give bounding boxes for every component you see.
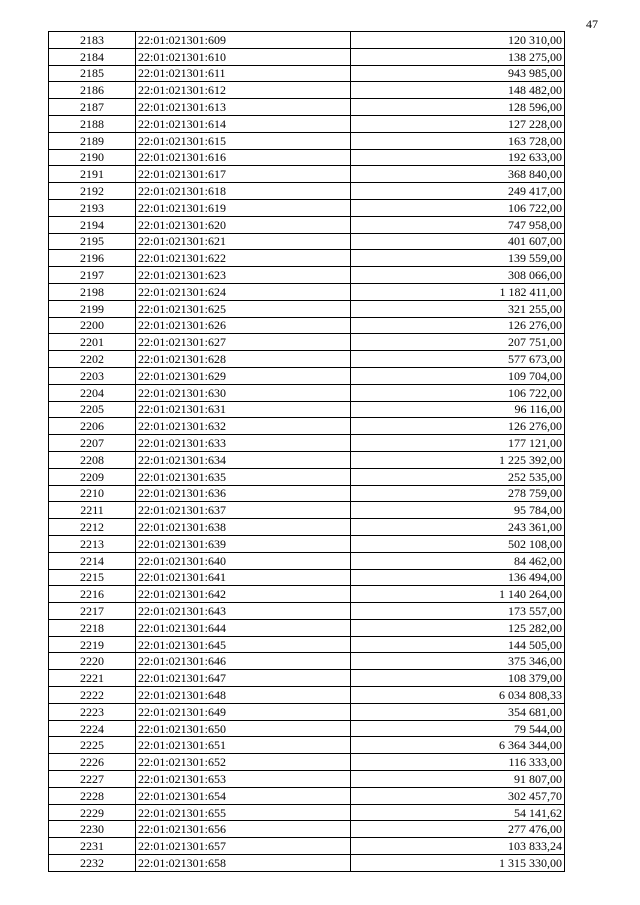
table-row	[49, 300, 565, 317]
cadastral-value-cell: 302 457,70	[351, 787, 565, 804]
cadastral-number-cell: 22:01:021301:647	[136, 670, 351, 687]
cadastral-value-cell: 139 559,00	[351, 250, 565, 267]
cadastral-number-cell: 22:01:021301:616	[136, 149, 351, 166]
row-number-cell: 2226	[49, 754, 136, 771]
cadastral-value-cell: 109 704,00	[351, 367, 565, 384]
cadastral-value-cell: 1 225 392,00	[351, 451, 565, 468]
table-row	[49, 787, 565, 804]
cadastral-value-cell: 91 807,00	[351, 771, 565, 788]
table-row	[49, 384, 565, 401]
table-row	[49, 552, 565, 569]
table-row	[49, 115, 565, 132]
table-row	[49, 65, 565, 82]
cadastral-number-cell: 22:01:021301:617	[136, 166, 351, 183]
cadastral-value-table	[48, 31, 565, 872]
cadastral-number-cell: 22:01:021301:635	[136, 468, 351, 485]
cadastral-value-cell: 144 505,00	[351, 636, 565, 653]
cadastral-number-cell: 22:01:021301:639	[136, 535, 351, 552]
row-number-cell: 2189	[49, 132, 136, 149]
row-number-cell: 2217	[49, 603, 136, 620]
cadastral-number-cell: 22:01:021301:622	[136, 250, 351, 267]
table-row	[49, 351, 565, 368]
row-number-cell: 2183	[49, 32, 136, 49]
table-row	[49, 653, 565, 670]
table-row	[49, 183, 565, 200]
cadastral-number-cell: 22:01:021301:649	[136, 703, 351, 720]
cadastral-value-cell: 577 673,00	[351, 351, 565, 368]
cadastral-number-cell: 22:01:021301:637	[136, 502, 351, 519]
cadastral-value-cell: 249 417,00	[351, 183, 565, 200]
table-row	[49, 317, 565, 334]
cadastral-value-cell: 126 276,00	[351, 317, 565, 334]
cadastral-value-cell: 125 282,00	[351, 619, 565, 636]
row-number-cell: 2224	[49, 720, 136, 737]
cadastral-number-cell: 22:01:021301:624	[136, 283, 351, 300]
cadastral-number-cell: 22:01:021301:648	[136, 687, 351, 704]
cadastral-number-cell: 22:01:021301:612	[136, 82, 351, 99]
table-row	[49, 485, 565, 502]
cadastral-value-cell: 127 228,00	[351, 115, 565, 132]
cadastral-value-cell: 278 759,00	[351, 485, 565, 502]
cadastral-value-cell: 6 364 344,00	[351, 737, 565, 754]
cadastral-value-cell: 148 482,00	[351, 82, 565, 99]
cadastral-number-cell: 22:01:021301:609	[136, 32, 351, 49]
table-row	[49, 754, 565, 771]
cadastral-number-cell: 22:01:021301:650	[136, 720, 351, 737]
cadastral-value-cell: 84 462,00	[351, 552, 565, 569]
cadastral-number-cell: 22:01:021301:633	[136, 435, 351, 452]
row-number-cell: 2188	[49, 115, 136, 132]
table-row	[49, 821, 565, 838]
cadastral-value-cell: 126 276,00	[351, 418, 565, 435]
cadastral-number-cell: 22:01:021301:626	[136, 317, 351, 334]
cadastral-value-cell: 1 182 411,00	[351, 283, 565, 300]
cadastral-value-cell: 192 633,00	[351, 149, 565, 166]
table-row	[49, 720, 565, 737]
cadastral-number-cell: 22:01:021301:636	[136, 485, 351, 502]
cadastral-value-cell: 128 596,00	[351, 99, 565, 116]
table-row	[49, 99, 565, 116]
table-body	[49, 32, 565, 872]
cadastral-value-cell: 136 494,00	[351, 569, 565, 586]
cadastral-number-cell: 22:01:021301:614	[136, 115, 351, 132]
row-number-cell: 2191	[49, 166, 136, 183]
page-number: 47	[586, 17, 598, 31]
cadastral-value-cell: 54 141,62	[351, 804, 565, 821]
table-row	[49, 435, 565, 452]
row-number-cell: 2230	[49, 821, 136, 838]
row-number-cell: 2185	[49, 65, 136, 82]
row-number-cell: 2200	[49, 317, 136, 334]
cadastral-value-cell: 120 310,00	[351, 32, 565, 49]
row-number-cell: 2192	[49, 183, 136, 200]
cadastral-number-cell: 22:01:021301:658	[136, 855, 351, 872]
cadastral-number-cell: 22:01:021301:632	[136, 418, 351, 435]
cadastral-number-cell: 22:01:021301:645	[136, 636, 351, 653]
table-row	[49, 149, 565, 166]
cadastral-value-cell: 375 346,00	[351, 653, 565, 670]
cadastral-number-cell: 22:01:021301:638	[136, 519, 351, 536]
table-row	[49, 48, 565, 65]
row-number-cell: 2231	[49, 838, 136, 855]
cadastral-number-cell: 22:01:021301:618	[136, 183, 351, 200]
row-number-cell: 2208	[49, 451, 136, 468]
cadastral-value-cell: 354 681,00	[351, 703, 565, 720]
cadastral-number-cell: 22:01:021301:629	[136, 367, 351, 384]
table-row	[49, 603, 565, 620]
row-number-cell: 2222	[49, 687, 136, 704]
cadastral-number-cell: 22:01:021301:640	[136, 552, 351, 569]
row-number-cell: 2193	[49, 199, 136, 216]
row-number-cell: 2227	[49, 771, 136, 788]
table-row	[49, 636, 565, 653]
table-row	[49, 502, 565, 519]
cadastral-number-cell: 22:01:021301:652	[136, 754, 351, 771]
cadastral-number-cell: 22:01:021301:656	[136, 821, 351, 838]
cadastral-number-cell: 22:01:021301:644	[136, 619, 351, 636]
row-number-cell: 2225	[49, 737, 136, 754]
table-row	[49, 401, 565, 418]
cadastral-number-cell: 22:01:021301:657	[136, 838, 351, 855]
cadastral-value-cell: 502 108,00	[351, 535, 565, 552]
row-number-cell: 2202	[49, 351, 136, 368]
cadastral-number-cell: 22:01:021301:651	[136, 737, 351, 754]
cadastral-value-cell: 103 833,24	[351, 838, 565, 855]
cadastral-number-cell: 22:01:021301:610	[136, 48, 351, 65]
cadastral-number-cell: 22:01:021301:643	[136, 603, 351, 620]
row-number-cell: 2184	[49, 48, 136, 65]
cadastral-number-cell: 22:01:021301:619	[136, 199, 351, 216]
cadastral-value-cell: 1 140 264,00	[351, 586, 565, 603]
cadastral-value-cell: 321 255,00	[351, 300, 565, 317]
row-number-cell: 2213	[49, 535, 136, 552]
cadastral-number-cell: 22:01:021301:620	[136, 216, 351, 233]
table-row	[49, 687, 565, 704]
table-row	[49, 670, 565, 687]
row-number-cell: 2223	[49, 703, 136, 720]
table-row	[49, 569, 565, 586]
cadastral-value-cell: 243 361,00	[351, 519, 565, 536]
row-number-cell: 2198	[49, 283, 136, 300]
row-number-cell: 2195	[49, 233, 136, 250]
row-number-cell: 2229	[49, 804, 136, 821]
cadastral-number-cell: 22:01:021301:628	[136, 351, 351, 368]
row-number-cell: 2203	[49, 367, 136, 384]
table-row	[49, 32, 565, 49]
row-number-cell: 2194	[49, 216, 136, 233]
table-row	[49, 703, 565, 720]
table-row	[49, 233, 565, 250]
row-number-cell: 2201	[49, 334, 136, 351]
cadastral-number-cell: 22:01:021301:634	[136, 451, 351, 468]
cadastral-value-cell: 138 275,00	[351, 48, 565, 65]
cadastral-value-cell: 277 476,00	[351, 821, 565, 838]
cadastral-number-cell: 22:01:021301:627	[136, 334, 351, 351]
row-number-cell: 2190	[49, 149, 136, 166]
row-number-cell: 2220	[49, 653, 136, 670]
cadastral-number-cell: 22:01:021301:611	[136, 65, 351, 82]
row-number-cell: 2205	[49, 401, 136, 418]
row-number-cell: 2204	[49, 384, 136, 401]
cadastral-value-cell: 747 958,00	[351, 216, 565, 233]
cadastral-value-cell: 368 840,00	[351, 166, 565, 183]
cadastral-value-cell: 163 728,00	[351, 132, 565, 149]
row-number-cell: 2186	[49, 82, 136, 99]
row-number-cell: 2206	[49, 418, 136, 435]
table-row	[49, 334, 565, 351]
table-row	[49, 771, 565, 788]
table-row	[49, 82, 565, 99]
row-number-cell: 2187	[49, 99, 136, 116]
cadastral-value-cell: 6 034 808,33	[351, 687, 565, 704]
row-number-cell: 2209	[49, 468, 136, 485]
cadastral-value-cell: 252 535,00	[351, 468, 565, 485]
cadastral-number-cell: 22:01:021301:655	[136, 804, 351, 821]
table-row	[49, 283, 565, 300]
row-number-cell: 2196	[49, 250, 136, 267]
row-number-cell: 2232	[49, 855, 136, 872]
table-row	[49, 519, 565, 536]
row-number-cell: 2216	[49, 586, 136, 603]
cadastral-value-cell: 173 557,00	[351, 603, 565, 620]
row-number-cell: 2215	[49, 569, 136, 586]
cadastral-number-cell: 22:01:021301:625	[136, 300, 351, 317]
table-row	[49, 267, 565, 284]
table-row	[49, 468, 565, 485]
row-number-cell: 2212	[49, 519, 136, 536]
cadastral-value-cell: 943 985,00	[351, 65, 565, 82]
cadastral-value-cell: 95 784,00	[351, 502, 565, 519]
cadastral-number-cell: 22:01:021301:623	[136, 267, 351, 284]
cadastral-number-cell: 22:01:021301:613	[136, 99, 351, 116]
table-row	[49, 619, 565, 636]
table-row	[49, 586, 565, 603]
cadastral-value-cell: 106 722,00	[351, 199, 565, 216]
cadastral-number-cell: 22:01:021301:654	[136, 787, 351, 804]
cadastral-number-cell: 22:01:021301:621	[136, 233, 351, 250]
table-row	[49, 216, 565, 233]
table-row	[49, 367, 565, 384]
table-row	[49, 418, 565, 435]
cadastral-value-cell: 106 722,00	[351, 384, 565, 401]
cadastral-number-cell: 22:01:021301:646	[136, 653, 351, 670]
table-row	[49, 250, 565, 267]
cadastral-number-cell: 22:01:021301:630	[136, 384, 351, 401]
cadastral-value-cell: 401 607,00	[351, 233, 565, 250]
table-row	[49, 838, 565, 855]
cadastral-value-cell: 116 333,00	[351, 754, 565, 771]
table-row	[49, 132, 565, 149]
row-number-cell: 2197	[49, 267, 136, 284]
table-row	[49, 804, 565, 821]
row-number-cell: 2199	[49, 300, 136, 317]
cadastral-value-cell: 79 544,00	[351, 720, 565, 737]
row-number-cell: 2218	[49, 619, 136, 636]
table-row	[49, 199, 565, 216]
table-row	[49, 535, 565, 552]
row-number-cell: 2210	[49, 485, 136, 502]
cadastral-number-cell: 22:01:021301:642	[136, 586, 351, 603]
row-number-cell: 2228	[49, 787, 136, 804]
cadastral-value-cell: 177 121,00	[351, 435, 565, 452]
cadastral-value-cell: 96 116,00	[351, 401, 565, 418]
row-number-cell: 2219	[49, 636, 136, 653]
cadastral-value-cell: 108 379,00	[351, 670, 565, 687]
table-row	[49, 451, 565, 468]
cadastral-value-cell: 207 751,00	[351, 334, 565, 351]
row-number-cell: 2211	[49, 502, 136, 519]
row-number-cell: 2207	[49, 435, 136, 452]
cadastral-number-cell: 22:01:021301:653	[136, 771, 351, 788]
row-number-cell: 2221	[49, 670, 136, 687]
cadastral-number-cell: 22:01:021301:641	[136, 569, 351, 586]
row-number-cell: 2214	[49, 552, 136, 569]
cadastral-value-cell: 1 315 330,00	[351, 855, 565, 872]
table-row	[49, 737, 565, 754]
cadastral-number-cell: 22:01:021301:631	[136, 401, 351, 418]
table-row	[49, 855, 565, 872]
cadastral-value-cell: 308 066,00	[351, 267, 565, 284]
table-row	[49, 166, 565, 183]
cadastral-number-cell: 22:01:021301:615	[136, 132, 351, 149]
